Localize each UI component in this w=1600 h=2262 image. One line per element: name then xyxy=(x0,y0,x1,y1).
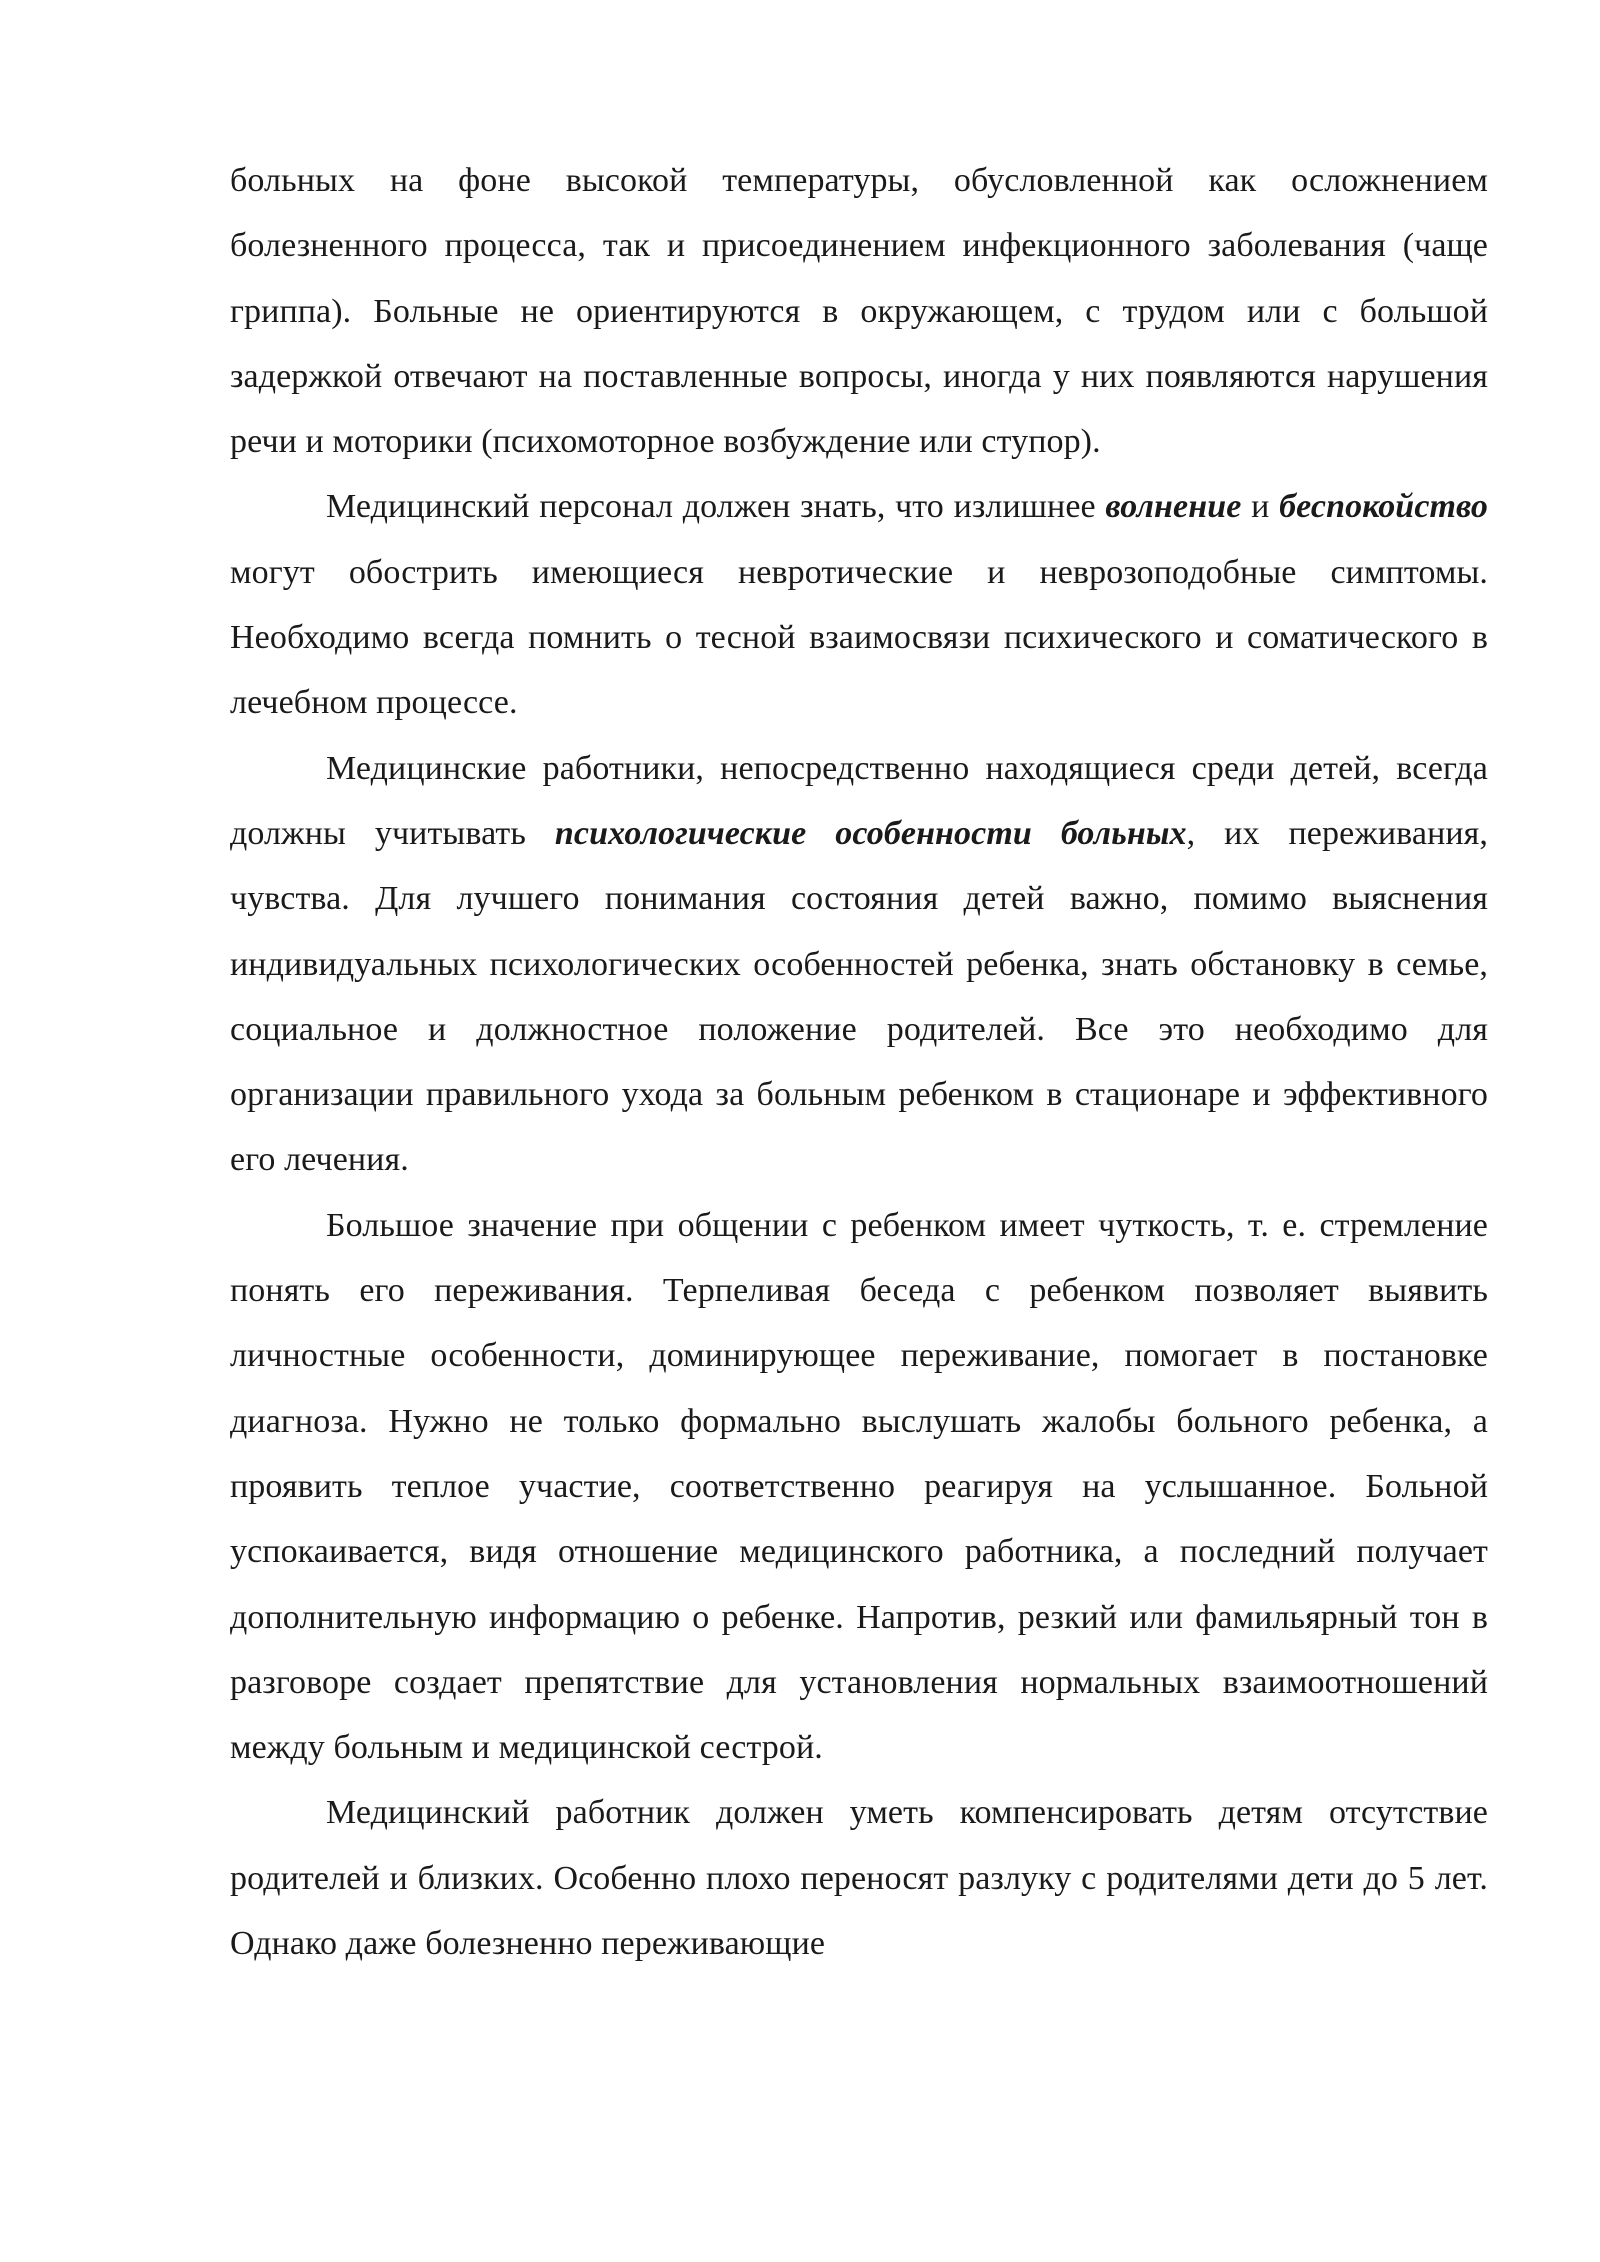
paragraph-3 xyxy=(230,736,1488,1193)
paragraph-4 xyxy=(230,1193,1488,1781)
paragraph-1-text: больных на фоне высокой температуры, обусловленной как осложнением болезненного процесса, так и присоединением инфекционного заболевания (чаще гриппа). Больные не ориентируются в окружающем, с трудом или с большой задержкой отвечают на поставленные вопросы, иногда у них появляются нарушения речи и моторики (психомоторное возбуждение или ступор). xyxy=(230,162,1488,461)
paragraph-2 xyxy=(230,474,1488,735)
emphasis-volnenie: волнение xyxy=(1105,488,1242,526)
paragraph-4-text: Большое значение при общении с ребенком имеет чуткость, т. е. стремление понять его переживания. Терпеливая беседа с ребенком позволяет выявить личностные особенности, доминирующее переживание, помогает в постановке диагноза. Нужно не только формально выслушать жалобы больного ребенка, а проявить теплое участие, соответственно реагируя на услышанное. Больной успокаивается, видя отношение медицинского работника, а последний получает дополнительную информацию о ребенке. Напротив, резкий или фамильярный тон в разговоре создает препятствие для установления нормальных взаимоотношений между больным и медицинской сестрой. xyxy=(230,1206,1488,1767)
paragraph-2-text-end: могут обострить имеющиеся невротические и неврозоподобные симптомы. Необходимо всегда помнить о тесной взаимосвязи психического и соматического в лечебном процессе. xyxy=(230,553,1488,722)
paragraph-3-text-end: , их переживания, чувства. Для лучшего понимания состояния детей важно, помимо выяснения индивидуальных психологических особенностей ребенка, знать обстановку в семье, социальное и должностное положение родителей. Все это необходимо для организации правильного ухода за больным ребенком в стационаре и эффективного его лечения. xyxy=(230,814,1488,1179)
paragraph-5 xyxy=(230,1780,1488,1976)
paragraph-2-text-start: Медицинский персонал должен знать, что излишнее xyxy=(326,488,1106,526)
emphasis-bespokoystvo: беспокойство xyxy=(1279,488,1488,526)
paragraph-5-text: Медицинский работник должен уметь компенсировать детям отсутствие родителей и близких. Особенно плохо переносят разлуку с родителями дети до 5 лет. Однако даже болезненно переживающие xyxy=(230,1794,1488,1963)
paragraph-1 xyxy=(230,148,1488,474)
paragraph-3-text-start: Медицинские работники, непосредственно находящиеся среди детей, всегда должны учитывать xyxy=(230,749,1488,852)
emphasis-psychological-features: психологические особенности больных xyxy=(554,814,1187,852)
document-page xyxy=(230,148,1488,1976)
paragraph-2-text-conjunction: и xyxy=(1241,488,1280,526)
